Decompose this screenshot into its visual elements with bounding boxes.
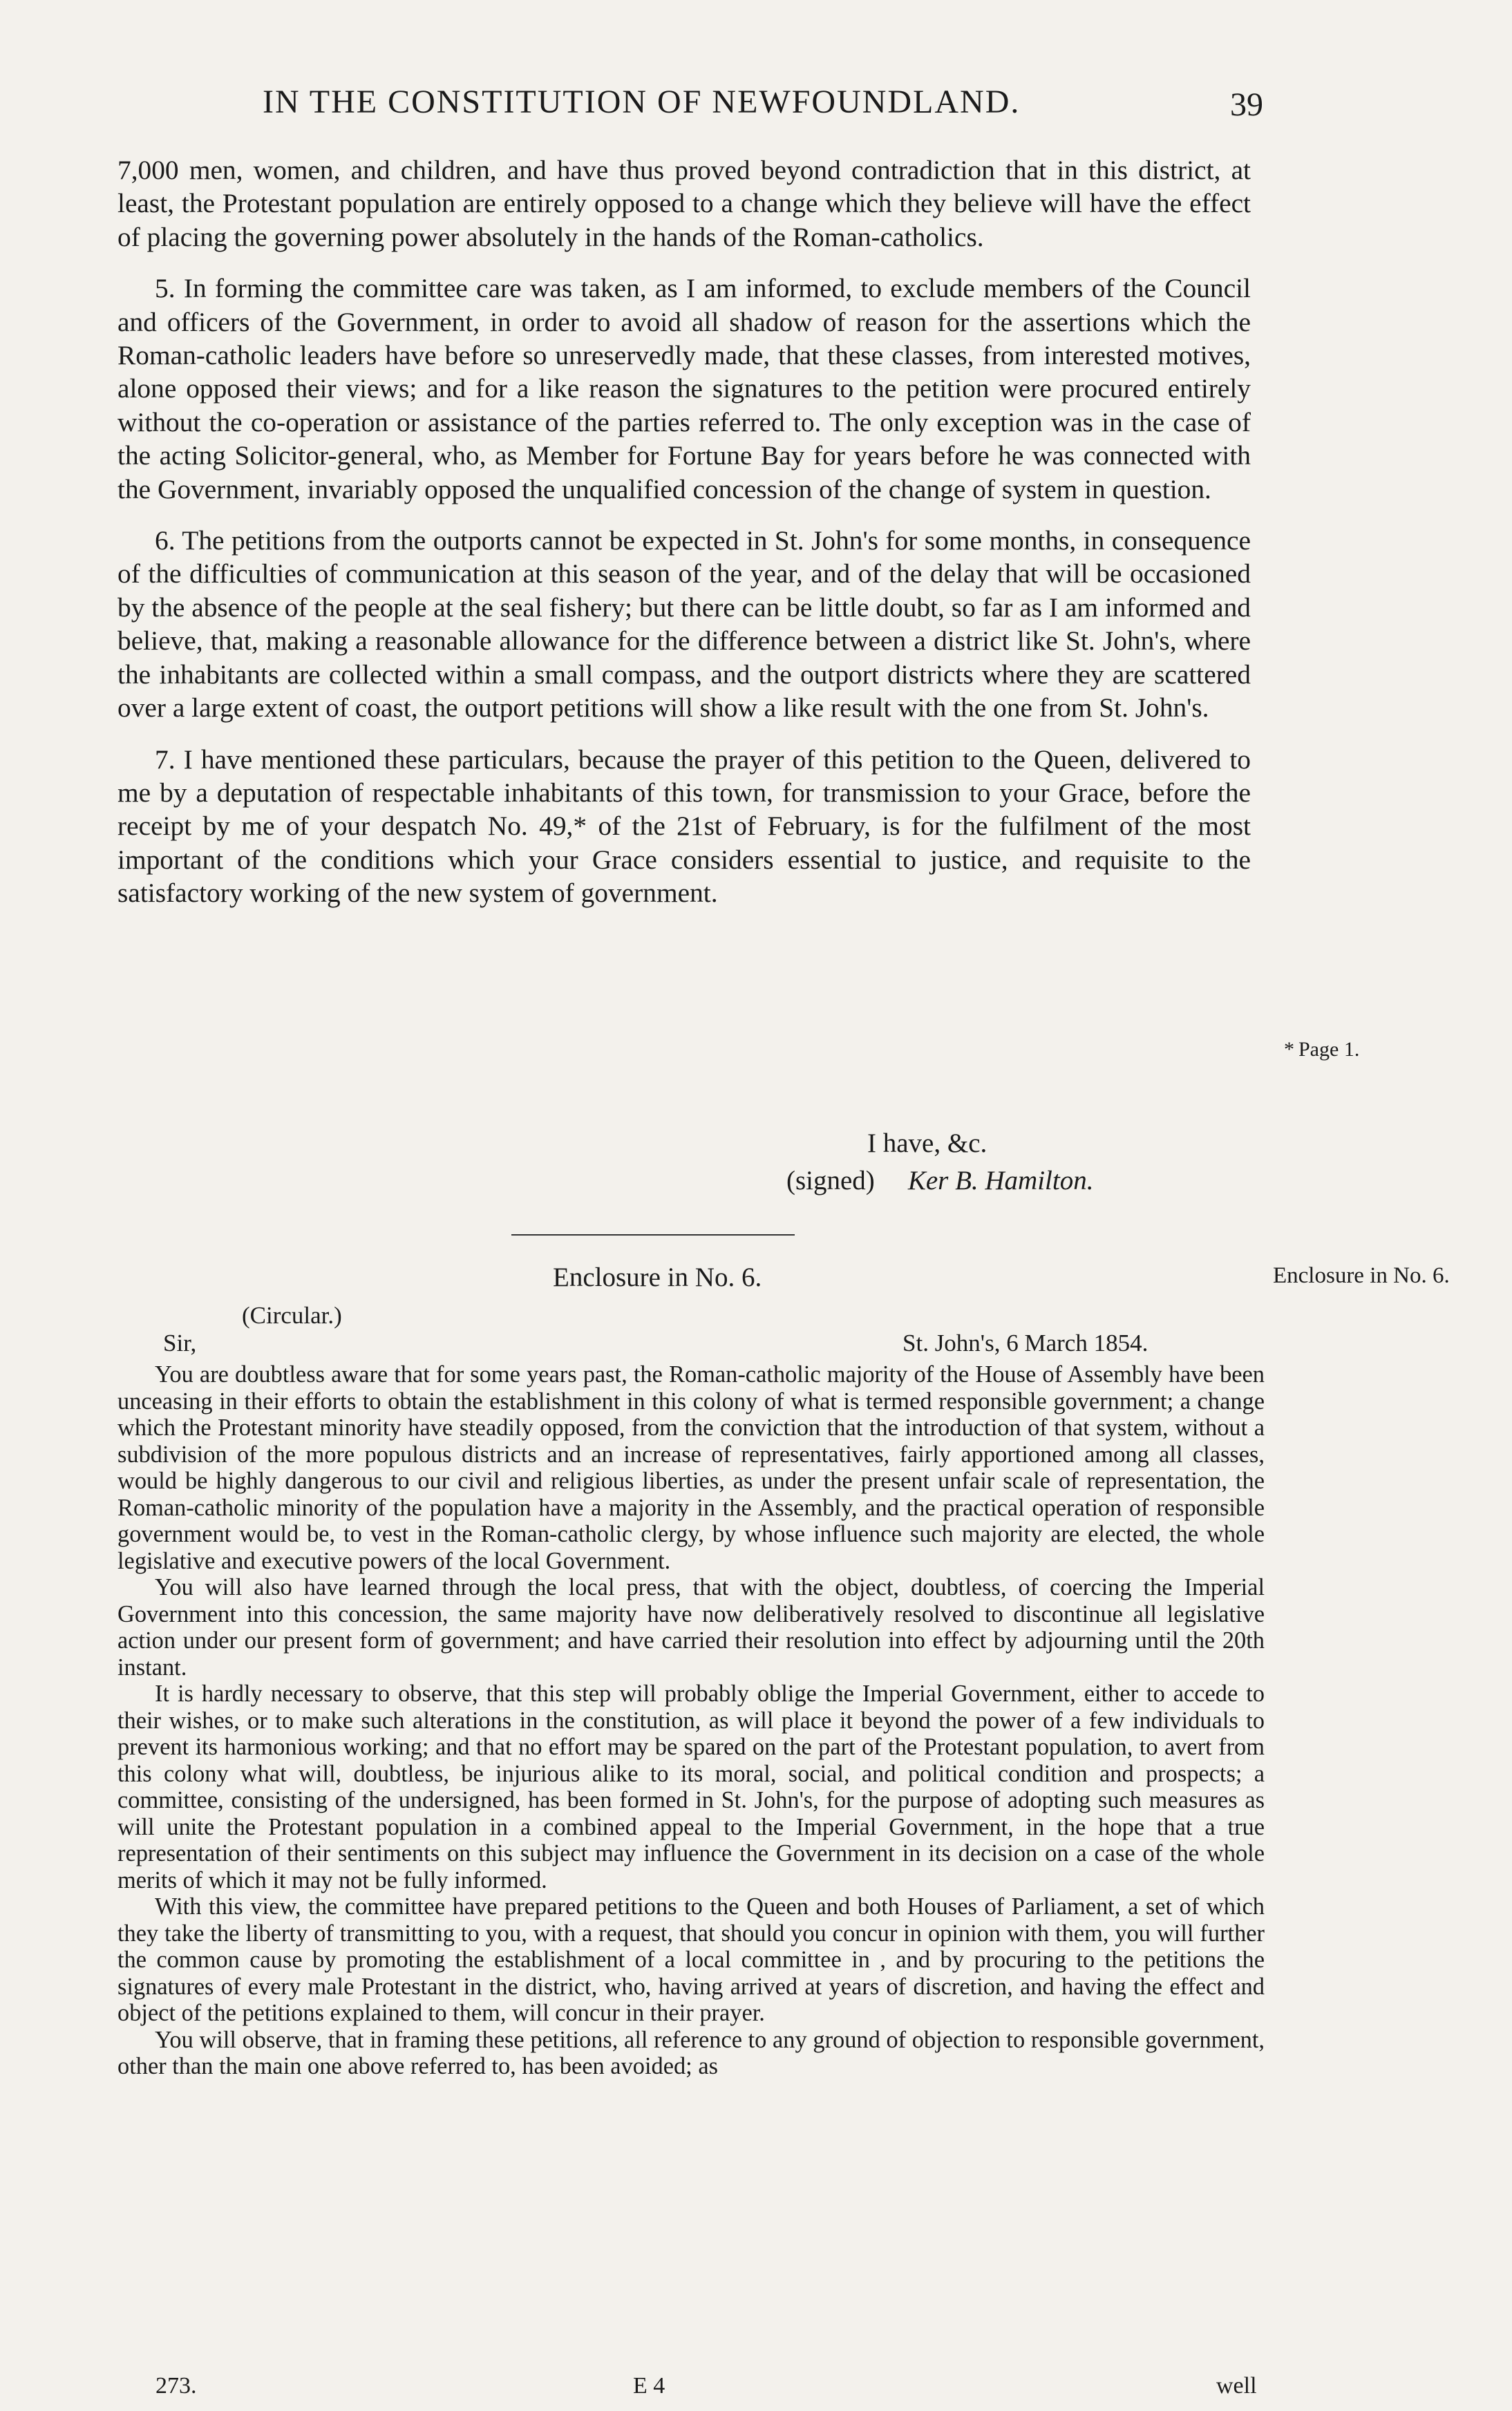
letter-paragraph: You will also have learned through the local press, that with the object, doubtless, of coercing the Imperial Government into this concession, the same majority have now deliberatively resolved to discontinue all legislative action under our present form of government; and have carried their resolution into effect by adjourning until the 20th instant.: [117, 1574, 1265, 1681]
signed-label: (signed): [786, 1166, 875, 1195]
margin-page-reference: [1284, 1038, 1359, 1061]
place-date: St. John's, 6 March 1854.: [903, 1330, 1149, 1356]
letter-paragraph: With this view, the committee have prepared petitions to the Queen and both Houses of Parliament, a set of which they take the liberty of transmitting to you, with a request, that should you concur in opinion with them, you will further the common cause by promoting the establishment of a local committee in , and by procuring to the petitions the signatures of every male Protestant in the district, who, having arrived at years of discretion, and having the effect and object of the petitions explained to them, will concur in their prayer.: [117, 1893, 1265, 2026]
despatch-paragraph: 7. I have mentioned these particulars, because the prayer of this petition to the Queen, delivered to me by a deputation of respectable inhabitants of this town, for transmission to your Grace, before the receipt by me of your despatch No. 49,* of the 21st of February, is for the fulfilment of the most important of the conditions which your Grace considers essential to justice, and requisite to the satisfactory working of the new system of government.: [117, 744, 1251, 909]
page-reference: Page 1.: [1298, 1038, 1360, 1061]
letter-paragraph: You are doubtless aware that for some years past, the Roman-catholic majority of the House of Assembly have been unceasing in their efforts to obtain the establishment in this colony of what is termed responsible government; a change which the Protestant minority have steadily opposed, from the conviction that the introduction of that system, without a subdivision of the more populous districts and an increase of representatives, fairly apportioned among all classes, would be highly dangerous to our civil and religious liberties, as under the present unfair scale of representation, the Roman-catholic minority of the population have a majority in the Assembly, and the practical operation of responsible government would be, to vest in the Roman-catholic clergy, by whose influence such majority are elected, the whole legislative and executive powers of the local Government.: [117, 1361, 1265, 1574]
despatch-paragraph: 7,000 men, women, and children, and have thus proved beyond contradiction that in this district, at least, the Protestant population are entirely opposed to a change which they believe will have the effect of placing the governing power absolutely in the hands of the Roman-catholics.: [117, 155, 1251, 252]
footer-catchword: well: [1216, 2373, 1257, 2399]
signature-line: [786, 1165, 1093, 1196]
letter-paragraph: It is hardly necessary to observe, that this step will probably oblige the Imperial Government, either to accede to their wishes, or to make such alterations in the constitution, as will place it beyond the power of a few individuals to prevent its harmonious working; and that no effort may be spared on the part of the Protestant population, to avert from this colony what will, doubtless, be injurious alike to its moral, social, and political condition and prospects; a committee, consisting of the undersigned, has been formed in St. John's, for the purpose of adopting such measures as will unite the Protestant population in a combined appeal to the Imperial Government, in the hope that a true representation of their sentiments on this subject may influence the Government in its decision on a case of the whole merits of which it may not be fully informed.: [117, 1681, 1265, 1893]
enclosure-margin-note: Enclosure in No. 6.: [1273, 1263, 1450, 1288]
footer-signature: 273.: [155, 2373, 197, 2399]
letter-paragraph: You will observe, that in framing these petitions, all reference to any ground of objection to responsible government, other than the main one above referred to, has been avoided; as: [117, 2026, 1265, 2079]
circular-letter-body: [117, 1361, 1265, 2080]
running-title: IN THE CONSTITUTION OF NEWFOUNDLAND.: [263, 84, 1021, 120]
page-number: 39: [1230, 86, 1263, 123]
signer-name: Ker B. Hamilton.: [907, 1166, 1094, 1195]
despatch-body: [117, 153, 1251, 928]
circular-label: (Circular.): [242, 1302, 342, 1329]
salutation: Sir,: [163, 1330, 197, 1356]
closing-formula: I have, &c.: [867, 1128, 987, 1158]
footer-signature-mark: E 4: [633, 2373, 665, 2399]
section-divider: [511, 1234, 795, 1236]
despatch-paragraph: 5. In forming the committee care was taken, as I am informed, to exclude members of the Council and officers of the Government, in order to avoid all shadow of reason for the assertions which the Roman-catholic leaders have before so unreservedly made, that these classes, from interested motives, alone opposed their views; and for a like reason the signatures to the petition were procured entirely without the co-operation or assistance of the parties referred to. The only exception was in the case of the acting Solicitor-general, who, as Member for Fortune Bay for years before he was connected with the Government, invariably opposed the unqualified concession of the change of system in question.: [117, 273, 1251, 504]
despatch-paragraph: 6. The petitions from the outports cannot be expected in St. John's for some months, in consequence of the difficulties of communication at this season of the year, and of the delay that will be occasioned by the absence of the people at the seal fishery; but there can be little doubt, so far as I am informed and believe, that, making a reasonable allowance for the difference between a district like St. John's, where the inhabitants are collected within a small compass, and the outport districts where they are scattered over a large extent of coast, the outport petitions will show a like result with the one from St. John's.: [117, 525, 1251, 724]
footnote-star: *: [1284, 1038, 1294, 1061]
enclosure-heading: Enclosure in No. 6.: [553, 1263, 762, 1292]
